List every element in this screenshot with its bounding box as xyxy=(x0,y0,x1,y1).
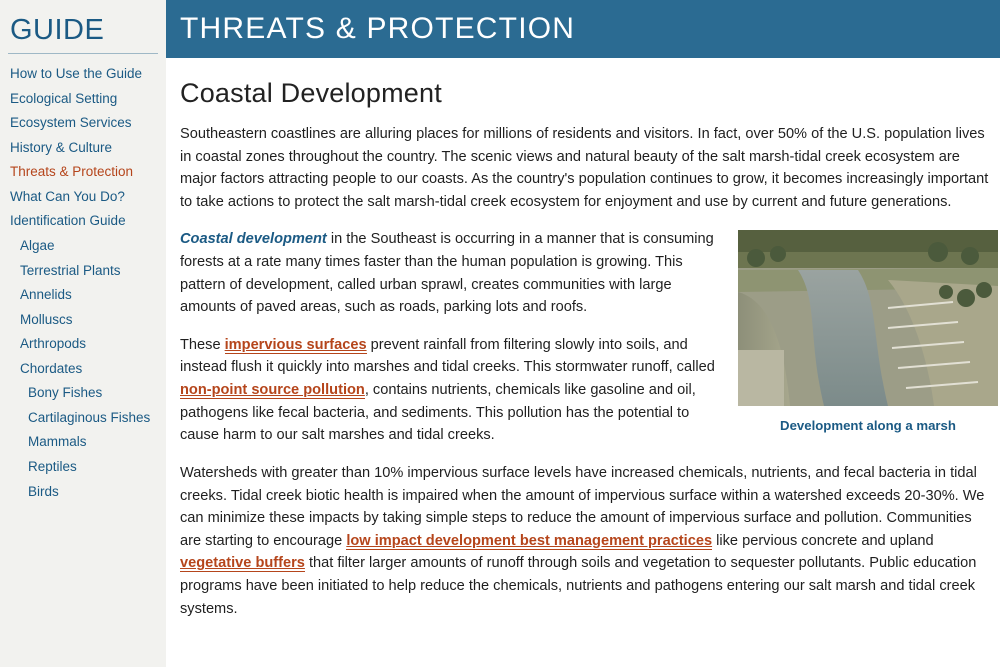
sidebar-item-bony-fishes[interactable]: Bony Fishes xyxy=(28,385,103,401)
link-non-point-source-pollution[interactable]: non-point source pollution xyxy=(180,382,365,399)
impervious-text-a: These xyxy=(180,336,225,353)
wrapped-text-column xyxy=(180,228,725,446)
paragraph-coastal-development xyxy=(180,228,725,318)
sidebar-item-cartilaginous-fishes[interactable]: Cartilaginous Fishes xyxy=(28,409,151,425)
link-low-impact-development[interactable]: low impact development best management practices xyxy=(346,532,713,549)
sidebar-item-mammals[interactable]: Mammals xyxy=(28,434,87,450)
coastal-development-rest: in the Southeast is occurring in a manner that is consuming forests at a rate many times faster than the human population is growing. This pattern of development, called urban sprawl, creates communities with large amounts of paved areas, such as roads, parking lots and roofs. xyxy=(180,231,714,316)
article-body xyxy=(166,58,1000,645)
sidebar-item-how-to-use-the-guide[interactable]: How to Use the Guide xyxy=(10,66,143,81)
watersheds-text-b: like pervious concrete and upland xyxy=(712,532,934,549)
sidebar-item-algae[interactable]: Algae xyxy=(20,237,55,253)
paragraph-intro: Southeastern coastlines are alluring places for millions of residents and visitors. In fact, over 50% of the U.S. population lives in coastal zones throughout the country. The scenic views and natural beauty of the salt marsh-tidal creek ecosystem are major factors attracting people to our coasts. As the country's population continues to grow, it becomes increasingly important to take actions to protect the salt marsh-tidal creek ecosystem for enjoyment and use by current and future generations. xyxy=(180,126,989,210)
sidebar-item-birds[interactable]: Birds xyxy=(28,483,59,499)
sidebar xyxy=(0,0,166,667)
sidebar-item-reptiles[interactable]: Reptiles xyxy=(28,459,77,474)
sidebar-item-ecosystem-services[interactable]: Ecosystem Services xyxy=(10,115,132,131)
marsh-aerial-photo xyxy=(738,230,998,406)
watersheds-text-c: that filter larger amounts of runoff through soils and vegetation to sequester pollutants. Public education programs have been initiated to help reduce the chemicals, nutrients and pathogens entering our salt marsh and tidal creek systems. xyxy=(180,555,977,617)
coastal-development-emphasis: Coastal development xyxy=(180,231,327,248)
sidebar-title: GUIDE xyxy=(8,14,158,54)
sidebar-item-identification-guide[interactable]: Identification Guide xyxy=(10,213,126,229)
sidebar-item-history-culture[interactable]: History & Culture xyxy=(10,139,113,155)
figure-development-along-marsh xyxy=(738,230,998,433)
figure-caption: Development along a marsh xyxy=(780,418,956,434)
paragraph-watersheds xyxy=(180,462,998,620)
page-title: Coastal Development xyxy=(180,78,442,108)
sidebar-item-annelids[interactable]: Annelids xyxy=(20,287,72,303)
sidebar-item-threats-protection[interactable]: Threats & Protection xyxy=(10,164,134,180)
sidebar-item-molluscs[interactable]: Molluscs xyxy=(20,311,73,327)
impervious-text-b: prevent rainfall from filtering slowly into soils, and instead flush it quickly into marshes and tidal creeks. This stormwater runoff, called xyxy=(180,336,715,376)
marsh-aerial-photo-svg xyxy=(738,230,998,406)
paragraph-impervious-surfaces xyxy=(180,334,725,447)
main-content xyxy=(166,0,1000,667)
sidebar-item-ecological-setting[interactable]: Ecological Setting xyxy=(10,90,118,106)
sidebar-item-what-can-you-do[interactable]: What Can You Do? xyxy=(10,188,125,204)
banner-title: THREATS & PROTECTION xyxy=(180,12,576,45)
impervious-text-c: , contains nutrients, chemicals like gasoline and oil, pathogens like fecal bacteria, and sediments. This pollution has the potential to cause harm to our salt marshes and tidal creeks. xyxy=(180,382,696,444)
sidebar-item-arthropods[interactable]: Arthropods xyxy=(20,336,87,352)
sidebar-nav xyxy=(8,62,166,504)
sidebar-item-terrestrial-plants[interactable]: Terrestrial Plants xyxy=(20,262,121,278)
page-banner xyxy=(166,0,1000,58)
sidebar-item-chordates[interactable]: Chordates xyxy=(20,360,83,376)
watersheds-text-a: Watersheds with greater than 10% impervious surface levels have increased chemicals, nutrients, and fecal bacteria in tidal creeks. Tidal creek biotic health is impaired when the amount of impervious surface within a watershed exceeds 20-30%. We can minimize these impacts by taking simple steps to reduce the amount of impervious surface and pollution. Communities are starting to encourage xyxy=(180,464,985,549)
link-vegetative-buffers[interactable]: vegetative buffers xyxy=(180,555,305,572)
link-impervious-surfaces[interactable]: impervious surfaces xyxy=(224,336,367,353)
